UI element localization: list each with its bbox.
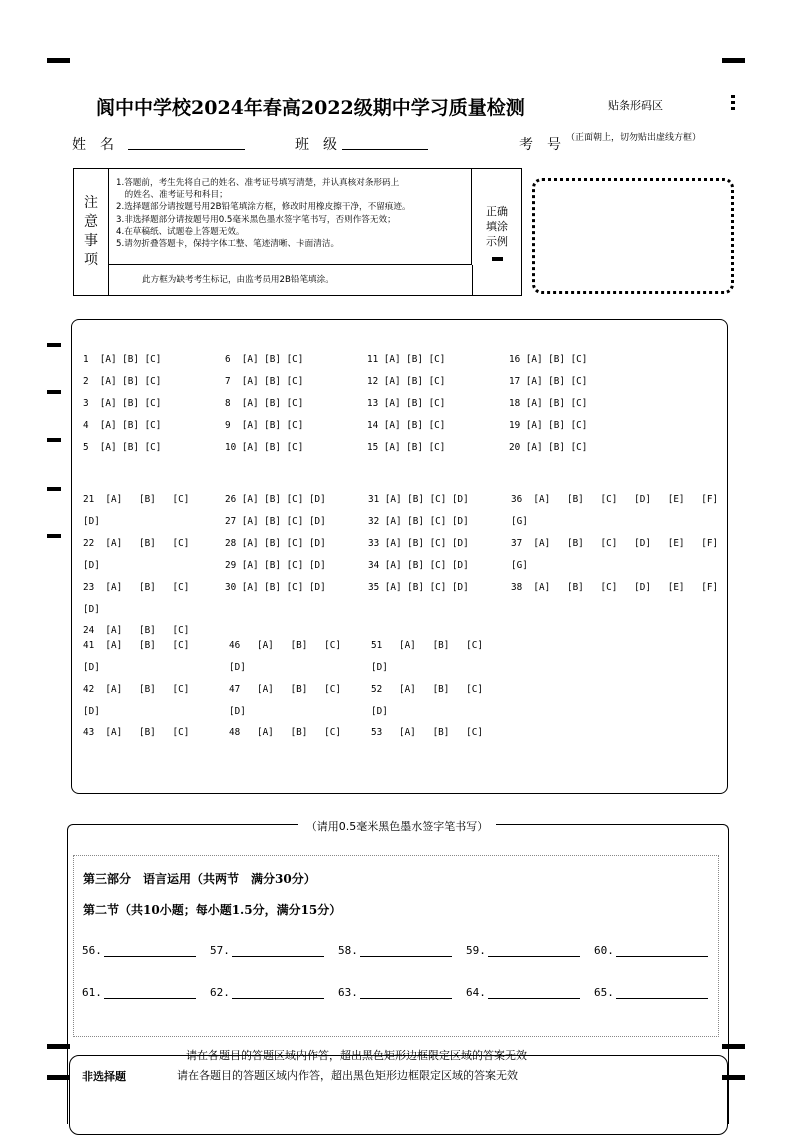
fill-example: 正确 填涂 示例 — [473, 169, 521, 295]
question-row[interactable]: 47 [A] [B] [C] — [229, 684, 341, 695]
question-row[interactable]: 30 [A] [B] [C] [D] — [225, 582, 326, 593]
question-row[interactable]: 26 [A] [B] [C] [D] — [225, 494, 326, 505]
filled-bubble-icon — [492, 257, 503, 261]
notice-heading: 注 意 事 项 — [74, 169, 109, 295]
question-row[interactable]: 13 [A] [B] [C] — [367, 398, 446, 409]
question-row[interactable]: 38 [A] [B] [C] [D] [E] [F] — [511, 582, 719, 593]
barcode-label: 贴条形码区 — [608, 99, 663, 112]
question-row[interactable]: 32 [A] [B] [C] [D] — [368, 516, 469, 527]
question-row[interactable]: 24 [A] [B] [C] — [83, 625, 190, 636]
question-row[interactable]: 19 [A] [B] [C] — [509, 420, 588, 431]
question-row[interactable]: 10 [A] [B] [C] — [225, 442, 304, 453]
answer-blank[interactable]: 62. — [210, 986, 324, 999]
registration-mark — [47, 343, 61, 347]
question-row[interactable]: [G] — [511, 516, 528, 527]
question-row[interactable]: 3 [A] [B] [C] — [83, 398, 162, 409]
registration-mark — [47, 438, 61, 442]
question-row[interactable]: 6 [A] [B] [C] — [225, 354, 304, 365]
question-row[interactable]: 4 [A] [B] [C] — [83, 420, 162, 431]
question-row[interactable]: 20 [A] [B] [C] — [509, 442, 588, 453]
question-row[interactable]: [D] — [83, 662, 100, 673]
question-row[interactable]: 8 [A] [B] [C] — [225, 398, 304, 409]
question-row[interactable]: 14 [A] [B] [C] — [367, 420, 446, 431]
question-row[interactable]: 12 [A] [B] [C] — [367, 376, 446, 387]
question-row[interactable]: 52 [A] [B] [C] — [371, 684, 483, 695]
question-row[interactable]: 28 [A] [B] [C] [D] — [225, 538, 326, 549]
question-row[interactable]: 23 [A] [B] [C] — [83, 582, 190, 593]
name-label: 姓 名 — [72, 137, 114, 153]
question-row[interactable]: 15 [A] [B] [C] — [367, 442, 446, 453]
question-row[interactable]: [G] — [511, 560, 528, 571]
absent-mark-note: 此方框为缺考考生标记，由监考员用2B铅笔填涂。 — [108, 265, 473, 295]
question-row[interactable]: [D] — [371, 706, 388, 717]
area-warning: 请在各题目的答题区域内作答，超出黑色矩形边框限定区域的答案无效 — [177, 1069, 518, 1082]
question-row[interactable]: 36 [A] [B] [C] [D] [E] [F] — [511, 494, 719, 505]
name-field[interactable] — [128, 149, 245, 150]
question-row[interactable]: 42 [A] [B] [C] — [83, 684, 190, 695]
answer-blank[interactable]: 65. — [594, 986, 708, 999]
question-row[interactable]: 7 [A] [B] [C] — [225, 376, 304, 387]
question-row[interactable]: 53 [A] [B] [C] — [371, 727, 483, 738]
class-field[interactable] — [342, 149, 428, 150]
registration-mark — [47, 58, 70, 63]
registration-mark — [47, 534, 61, 538]
question-row[interactable]: 11 [A] [B] [C] — [367, 354, 446, 365]
question-row[interactable]: 41 [A] [B] [C] — [83, 640, 190, 651]
answer-blank[interactable]: 63. — [338, 986, 452, 999]
question-row[interactable]: 21 [A] [B] [C] — [83, 494, 190, 505]
non-choice-label: 非选择题 — [82, 1070, 126, 1083]
notice-body: 1.答题前，考生先将自己的姓名、准考证号填写清楚，并认真核对条形码上 的姓名、准考证号和科目； 2.选择题部分请按题号用2B铅笔填涂方框，修改时用橡皮擦干净，不留痕迹。 3.非选择题部分请按题号用0.5毫米黑色墨水签字笔书写，否则作答无效； 4.在草稿纸、试题卷上答题无效。 5.请勿折叠答题卡，保持字体工整、笔迹清晰、卡面清洁。 — [108, 169, 472, 265]
question-row[interactable]: [D] — [83, 604, 100, 615]
answer-blank[interactable]: 56. — [82, 944, 196, 957]
question-row[interactable]: [D] — [371, 662, 388, 673]
question-row[interactable]: [D] — [83, 516, 100, 527]
question-row[interactable]: 27 [A] [B] [C] [D] — [225, 516, 326, 527]
area-warning: 请在各题目的答题区域内作答，超出黑色矩形边框限定区域的答案无效 — [186, 1049, 527, 1062]
answer-blank[interactable]: 60. — [594, 944, 708, 957]
question-row[interactable]: 37 [A] [B] [C] [D] [E] [F] — [511, 538, 719, 549]
class-label: 班 级 — [295, 137, 337, 153]
question-row[interactable]: [D] — [229, 706, 246, 717]
question-row[interactable]: 34 [A] [B] [C] [D] — [368, 560, 469, 571]
question-row[interactable]: 1 [A] [B] [C] — [83, 354, 162, 365]
barcode-note: （正面朝上，切勿贴出虚线方框） — [566, 133, 702, 143]
question-row[interactable]: 29 [A] [B] [C] [D] — [225, 560, 326, 571]
answer-blank[interactable]: 61. — [82, 986, 196, 999]
question-row[interactable]: 46 [A] [B] [C] — [229, 640, 341, 651]
question-row[interactable]: 9 [A] [B] [C] — [225, 420, 304, 431]
registration-mark — [47, 390, 61, 394]
choice-answer-area — [71, 319, 728, 794]
answer-blank[interactable]: 59. — [466, 944, 580, 957]
question-row[interactable]: [D] — [229, 662, 246, 673]
question-row[interactable]: 18 [A] [B] [C] — [509, 398, 588, 409]
question-row[interactable]: 48 [A] [B] [C] — [229, 727, 341, 738]
part-title: 第三部分 语言运用（共两节 满分30分） — [83, 872, 316, 886]
answer-blank[interactable]: 57. — [210, 944, 324, 957]
registration-mark — [47, 487, 61, 491]
question-row[interactable]: 51 [A] [B] [C] — [371, 640, 483, 651]
question-row[interactable]: 17 [A] [B] [C] — [509, 376, 588, 387]
question-row[interactable]: 16 [A] [B] [C] — [509, 354, 588, 365]
page-title: 阆中中学校2024年春高2022级期中学习质量检测 — [96, 97, 525, 119]
pen-instruction: （请用0.5毫米黑色墨水签字笔书写） — [0, 818, 794, 834]
notice-box — [73, 168, 522, 296]
question-row[interactable]: 22 [A] [B] [C] — [83, 538, 190, 549]
answer-blank[interactable]: 64. — [466, 986, 580, 999]
section-subtitle: 第二节（共10小题；每小题1.5分，满分15分） — [83, 903, 342, 917]
barcode-area[interactable] — [532, 178, 734, 294]
answer-blank[interactable]: 58. — [338, 944, 452, 957]
question-row[interactable]: 31 [A] [B] [C] [D] — [368, 494, 469, 505]
exam-no-label: 考 号 — [519, 137, 561, 153]
question-row[interactable]: 33 [A] [B] [C] [D] — [368, 538, 469, 549]
question-row[interactable]: 35 [A] [B] [C] [D] — [368, 582, 469, 593]
question-row[interactable]: 2 [A] [B] [C] — [83, 376, 162, 387]
question-row[interactable]: 5 [A] [B] [C] — [83, 442, 162, 453]
question-row[interactable]: [D] — [83, 560, 100, 571]
registration-dots — [731, 95, 735, 113]
question-row[interactable]: 43 [A] [B] [C] — [83, 727, 190, 738]
registration-mark — [722, 58, 745, 63]
question-row[interactable]: [D] — [83, 706, 100, 717]
